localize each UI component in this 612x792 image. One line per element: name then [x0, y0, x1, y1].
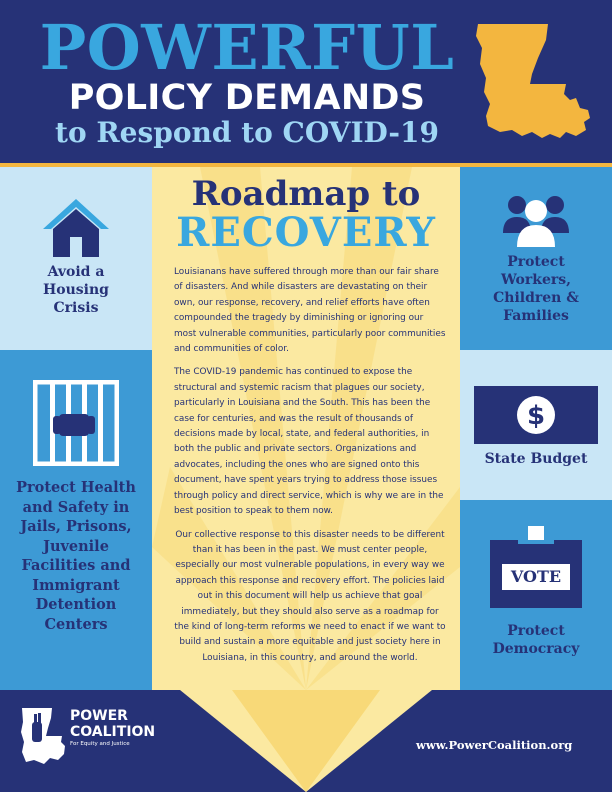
org-name-line1: POWER	[70, 708, 128, 724]
panel-housing-label: Avoid a Housing Crisis	[43, 264, 109, 316]
page-subtitle: to Respond to COVID-19	[55, 116, 439, 149]
panel-jails-label: Protect Health and Safety in Jails, Prisons, Juvenile Facilities and Immigrant Detention Centers	[16, 479, 136, 633]
recovery-title: RECOVERY	[176, 209, 436, 256]
website-link[interactable]: www.PowerCoalition.org	[416, 738, 573, 752]
people-group-icon	[501, 189, 571, 251]
louisiana-map-icon	[470, 18, 600, 148]
panel-workers-label: Protect Workers, Children & Families	[493, 254, 579, 324]
center-column	[152, 167, 460, 690]
org-tagline: For Equity and Justice	[70, 741, 130, 747]
page-title-policy-demands: POLICY DEMANDS	[68, 78, 426, 118]
dollar-icon	[516, 395, 556, 435]
page-title-powerful: POWERFUL	[39, 11, 455, 84]
power-coalition-logo	[18, 704, 68, 772]
org-name-line2: COALITION	[70, 724, 156, 740]
panel-democracy	[460, 500, 612, 690]
house-icon	[41, 197, 111, 259]
jail-bars-hands-icon	[33, 380, 119, 466]
panel-workers	[460, 167, 612, 350]
panel-jails	[0, 350, 152, 690]
roadmap-title: Roadmap to	[191, 174, 421, 214]
paragraph: Our collective response to this disaster needs to be different than it has been in the past. We must center people, especially our most vulnerable populations, in every way we approach this response and recovery effort. The policies laid out in this document will help us achieve that goal immediately, but they should also serve as a roadmap for the kind of long-term reforms we need to enact if we want to build and sustain a more equitable and just society here in Louisiana, in this country, and around the world.	[174, 529, 446, 663]
panel-budget-label: State Budget	[484, 451, 588, 467]
panel-housing	[0, 167, 152, 350]
svg-text:$: $	[526, 401, 546, 431]
panel-democracy-label: Protect Democracy	[492, 623, 580, 657]
body-text	[174, 265, 446, 674]
paragraph: The COVID-19 pandemic has continued to expose the structural and systemic racism that plagues our society, particularly in Louisiana and the South. This has been the case for centuries, and was the result of thousands of decisions made by local, state, and federal authorities, in both the public and private sectors. Organizations and advocates, including the ones who are signed onto this document, have spent years trying to address those issues through policy and direct service, which is why we are in the best position to speak to them now.	[174, 367, 444, 517]
ballot-vote-text: VOTE	[510, 567, 562, 586]
panel-budget	[460, 350, 612, 500]
paragraph: Louisianans have suffered through more than our fair share of disasters. And while disasters are devastating on their own, our response, recovery, and relief efforts have often compounded the tragedy by diminishing or ignoring our most vulnerable communities, particularly poor communities and communities of color.	[174, 267, 446, 355]
